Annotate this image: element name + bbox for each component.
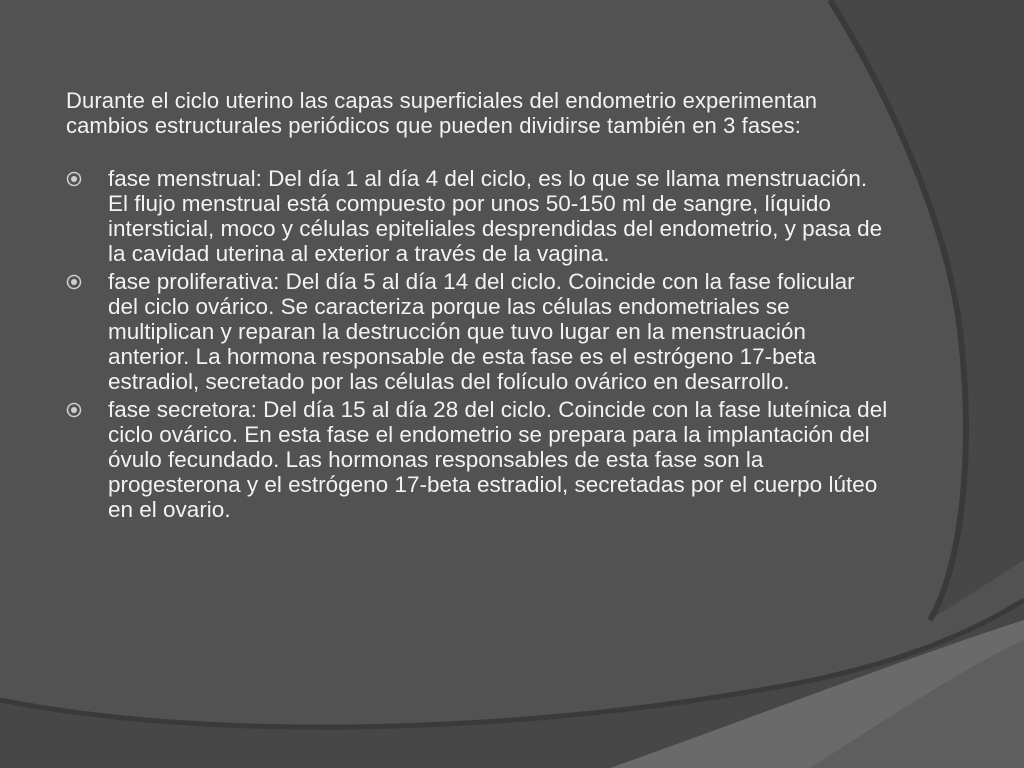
circled-dot-icon (66, 171, 82, 187)
bullet-text: fase proliferativa: Del día 5 al día 14 del ciclo. Coincide con la fase folicular del ciclo ovárico. Se caracteriza porque las células endometriales se multiplican y reparan la destrucción que tuvo lugar en la menstruación anterior. La hormona responsable de esta fase es el estrógeno 17-beta estradiol, secretado por las células del folículo ovárico en desarrollo. (108, 269, 855, 394)
bullet-text: fase menstrual: Del día 1 al día 4 del ciclo, es lo que se llama menstruación. El flujo menstrual está compuesto por unos 50-150 ml de sangre, líquido intersticial, moco y células epiteliales desprendidas del endometrio, y pasa de la cavidad uterina al exterior a través de la vagina. (108, 166, 883, 266)
circled-dot-icon (66, 402, 82, 418)
circled-dot-icon (66, 274, 82, 290)
slide-content (66, 88, 896, 525)
intro-paragraph: Durante el ciclo uterino las capas superficiales del endometrio experimentan cambios estructurales periódicos que pueden dividirse también en 3 fases: (66, 88, 818, 138)
list-item (66, 397, 888, 522)
phase-list (66, 166, 896, 522)
list-item (66, 269, 888, 394)
list-item (66, 166, 888, 266)
bullet-text: fase secretora: Del día 15 al día 28 del ciclo. Coincide con la fase luteínica del ciclo ovárico. En esta fase el endometrio se prepara para la implantación del óvulo fecundado. Las hormonas responsables de esta fase son la progesterona y el estrógeno 17-beta estradiol, secretadas por el cuerpo lúteo en el ovario. (108, 397, 888, 522)
